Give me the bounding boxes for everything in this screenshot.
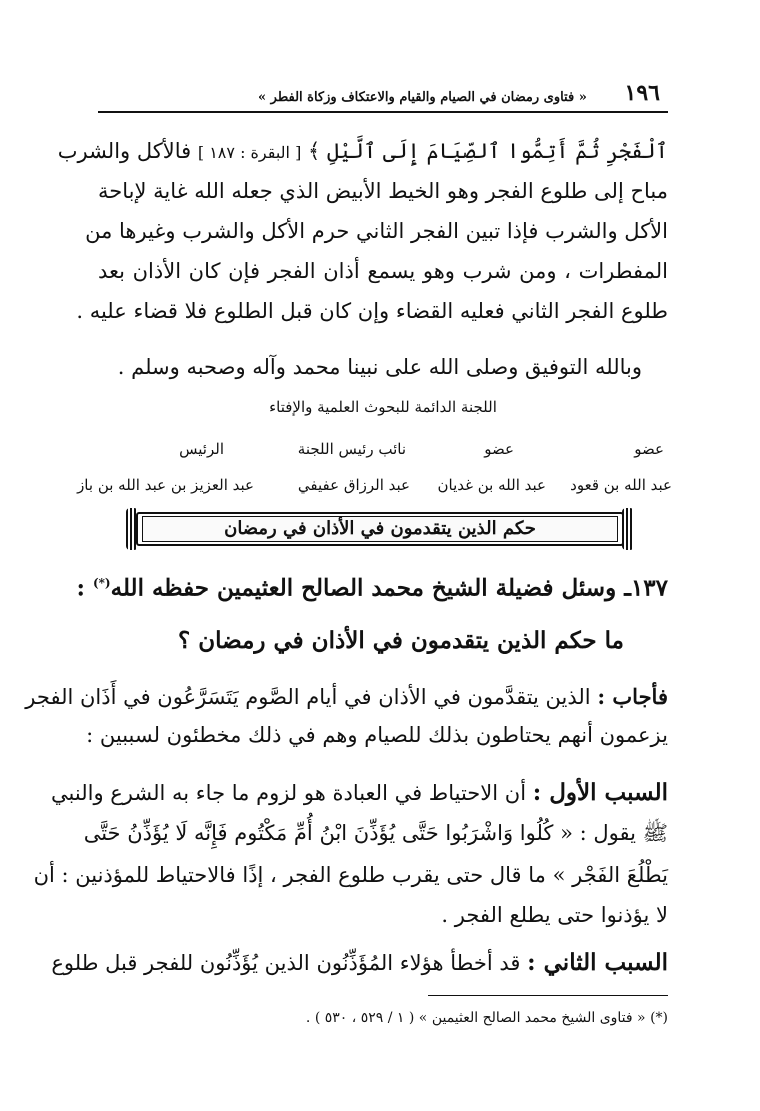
footnote-marker: (*) [92, 576, 111, 590]
member-name: عبد الله بن قعود [570, 476, 672, 494]
member-role: عضو [484, 440, 514, 458]
member-name: عبد الرزاق عفيفي [297, 476, 410, 494]
text-line: مباح إلى طلوع الفجر وهو الخيط الأبيض الذي جعله الله غاية لإباحة [98, 179, 668, 203]
text-line [51, 948, 668, 978]
text-run: قد أخطأ هؤلاء المُؤَذِّنُون الذين يُؤَذِّنُون للفجر قبل طلوع [51, 951, 521, 975]
text-line: طلوع الفجر الثاني فعليه القضاء وإن كان قبل الطلوع فلا قضاء عليه . [76, 299, 668, 323]
section-banner [126, 508, 634, 550]
text-line: المفطرات ، ومن شرب وهو يسمع أذان الفجر فإن كان الأذان بعد [98, 259, 668, 283]
member-role: نائب رئيس اللجنة [297, 440, 406, 458]
text-run: الذين يتقدَّمون في الأذان في أيام الصَّوم يَتَسَرَّعُون في أَذَان الفجر [25, 685, 591, 709]
text-line: يَطْلُعَ الفَجْر » ما قال حتى يقرب طلوع الفجر ، إذًا فالاحتياط للمؤذنين : أن [33, 863, 668, 887]
text-line: يزعمون أنهم يحتاطون بذلك للصيام وهم في ذلك مخطئون لسببين : [86, 723, 668, 747]
text-line: لا يؤذنوا حتى يطلع الفجر . [441, 903, 668, 927]
text-run: أن الاحتياط في العبادة هو لزوم ما جاء به الشرع والنبي [51, 781, 527, 805]
answer-lead: فأجاب : [597, 684, 668, 709]
member-name: عبد الله بن غديان [437, 476, 546, 494]
header-rule [98, 111, 668, 113]
committee-title: اللجنة الدائمة للبحوث العلمية والإفتاء [269, 398, 497, 416]
banner-title: حكم الذين يتقدمون في الأذان في رمضان [224, 518, 536, 539]
text-line: الأكل والشرب فإذا تبين الفجر الثاني حرم الأكل والشرب وغيرها من [85, 219, 668, 243]
footnote-rule [428, 995, 668, 996]
question-heading [76, 568, 668, 604]
member-role: الرئيس [179, 440, 224, 458]
quran-verse: ٱلْفَجْرِ ثُمَّ أَتِمُّوا ٱلصِّيَامَ إِلَى ٱلَّيْلِ ﴾ [308, 139, 668, 163]
reason-lead: السبب الثاني : [527, 949, 668, 976]
member-role: عضو [634, 440, 664, 458]
text-line [51, 778, 668, 808]
closing-line: وبالله التوفيق وصلى الله على نبينا محمد وآله وصحبه وسلم . [117, 355, 642, 379]
text-line [25, 682, 668, 712]
question-number-line: ١٣٧ـ وسئل فضيلة الشيخ محمد الصالح العثيمين حفظه الله [110, 574, 668, 602]
question-text: ما حكم الذين يتقدمون في الأذان في رمضان ؟ [178, 627, 624, 654]
member-name: عبد العزيز بن عبد الله بن باز [77, 476, 254, 494]
question-colon: : [76, 574, 85, 602]
verse-reference: [ البقرة : ١٨٧ ] [197, 143, 302, 162]
page-number: ١٩٦ [624, 80, 660, 106]
text-run: فالأكل والشرب [57, 139, 192, 163]
page-header [98, 78, 668, 112]
member-names [77, 476, 672, 498]
text-line [57, 136, 668, 168]
running-title: « فتاوى رمضان في الصيام والقيام والاعتكاف وزكاة الفطر » [258, 90, 587, 105]
text-line: ﷺ يقول : « كُلُوا وَاشْرَبُوا حَتَّى يُؤَذِّنَ ابْنُ أُمِّ مَكْتُوم فَإِنَّه لَا يُؤَذِّنُ حَتَّى [83, 821, 668, 845]
reason-lead: السبب الأول : [532, 779, 668, 806]
member-roles [90, 440, 672, 462]
footnote: (*) « فتاوى الشيخ محمد الصالح العثيمين » ( ١ / ٥٢٩ ، ٥٣٠ ) . [305, 1010, 668, 1026]
